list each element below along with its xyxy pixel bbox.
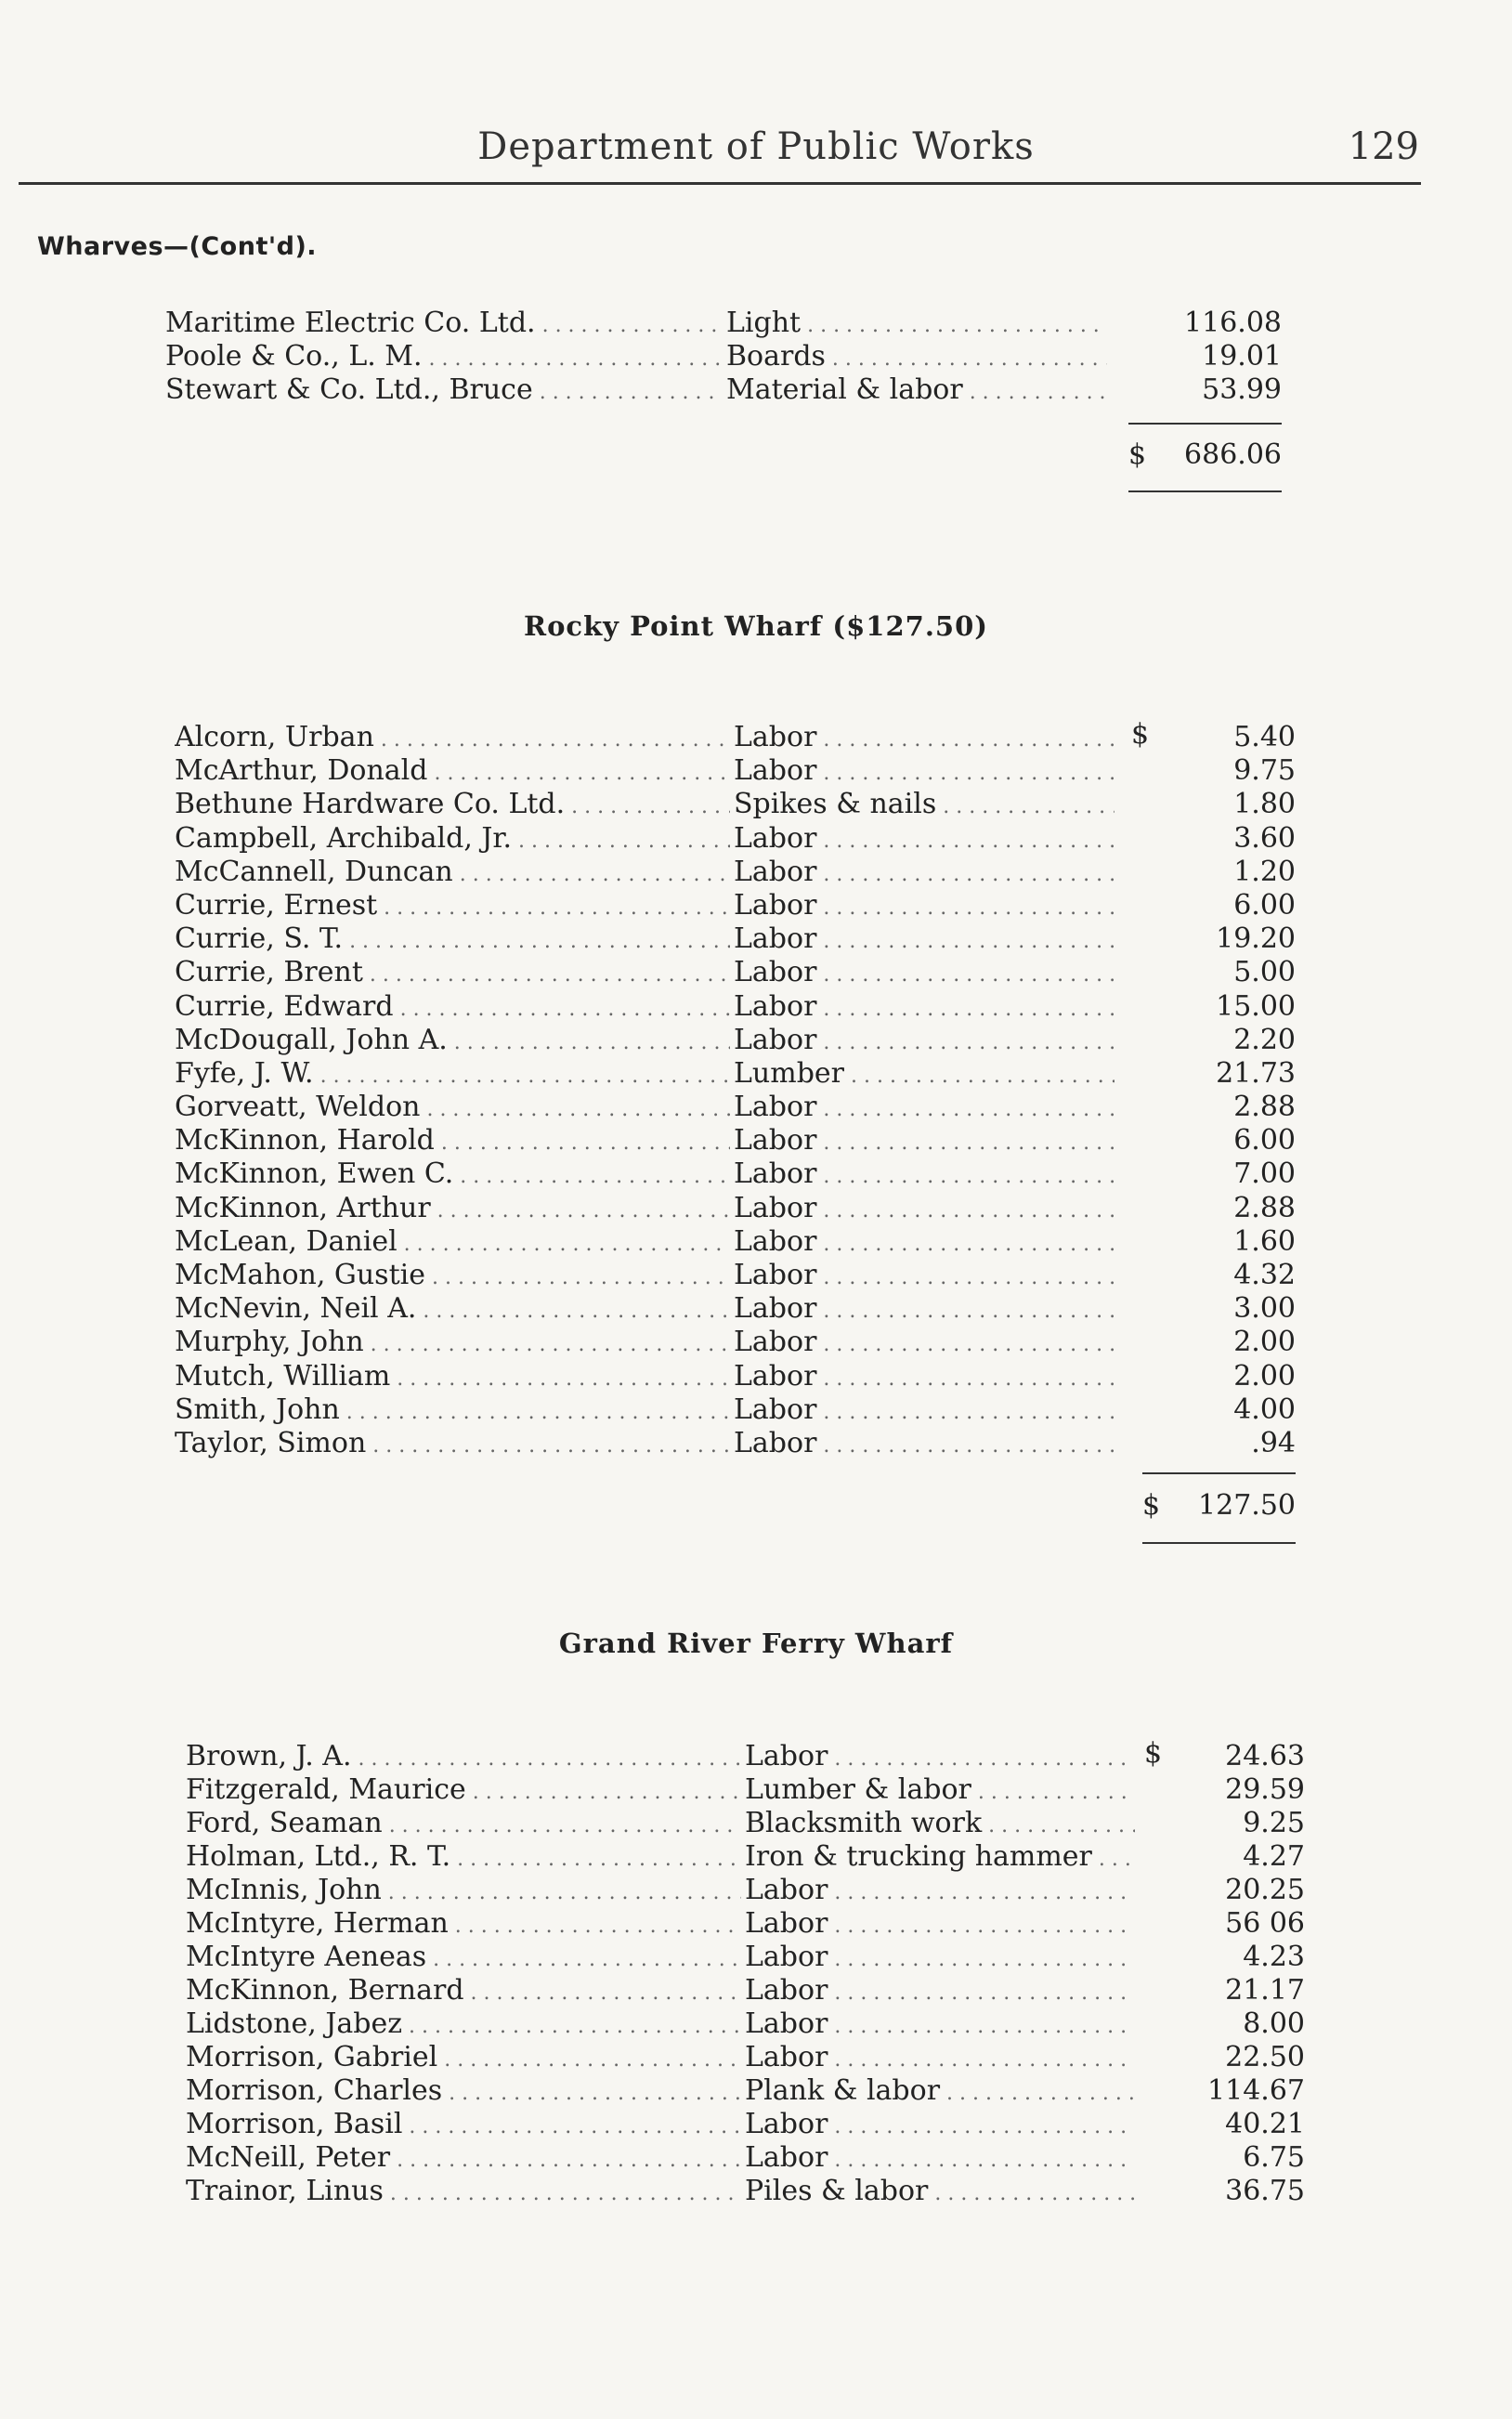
entry-description: Labor . . . — [734, 990, 1114, 1023]
table-row — [0, 1024, 1512, 1057]
entry-amount: 2.20 — [1233, 1023, 1296, 1056]
entry-name: Bethune Hardware Co. Ltd. . . . — [175, 788, 730, 820]
entry-description: Labor . . . — [734, 822, 1114, 855]
table-row — [0, 1360, 1512, 1393]
entry-description: Labor . . . — [734, 1192, 1114, 1224]
entry-amount: 8.00 — [1243, 2007, 1305, 2040]
entry-description: Spikes & nails . . . — [734, 788, 1114, 820]
entry-amount: 7.00 — [1233, 1157, 1296, 1191]
subtotal-rule — [1128, 423, 1282, 425]
entry-name: Brown, J. A. . . . — [186, 1740, 741, 1772]
table-row — [0, 1225, 1512, 1259]
table-row — [0, 1807, 1512, 1840]
entry-description: Labor . . . — [734, 1292, 1114, 1325]
header-rule — [19, 182, 1421, 185]
entry-description: Labor . . . — [734, 1360, 1114, 1393]
entry-amount: 1.20 — [1233, 855, 1296, 888]
entry-name: Currie, S. T. . . . — [175, 922, 730, 955]
table-row — [0, 990, 1512, 1024]
rocky-point-dollar-sign: $ — [1131, 718, 1150, 751]
entry-name: McDougall, John A. . . . — [175, 1024, 730, 1056]
grand-river-dollar-sign: $ — [1144, 1737, 1163, 1770]
table-row — [0, 754, 1512, 788]
entry-amount: 40.21 — [1225, 2108, 1305, 2140]
entry-description: Labor . . . — [734, 1326, 1114, 1358]
entry-name: McKinnon, Harold . . . — [175, 1124, 730, 1157]
entry-name: Mutch, William . . . — [175, 1360, 730, 1393]
table-row — [0, 2074, 1512, 2108]
table-row — [0, 1840, 1512, 1874]
entry-name: Stewart & Co. Ltd., Bruce . . . — [165, 373, 723, 406]
entry-amount: 2.88 — [1233, 1091, 1296, 1124]
entry-description: Labor . . . — [745, 1907, 1135, 1940]
table-row — [0, 1427, 1512, 1460]
entry-name: Taylor, Simon . . . — [175, 1427, 730, 1459]
entry-amount: 6.00 — [1233, 1124, 1296, 1157]
entry-name: Maritime Electric Co. Ltd. . . . — [165, 307, 723, 339]
table-row — [0, 1157, 1512, 1191]
entry-name: Trainor, Linus . . . — [186, 2175, 741, 2207]
entry-amount: 20.25 — [1225, 1874, 1305, 1906]
entry-amount: 4.32 — [1233, 1259, 1296, 1291]
table-row — [0, 1974, 1512, 2007]
entry-amount: 4.23 — [1243, 1941, 1305, 1973]
entry-amount: 3.60 — [1233, 821, 1296, 855]
entry-name: Gorveatt, Weldon . . . — [175, 1091, 730, 1123]
entry-description: Labor . . . — [734, 956, 1114, 988]
entry-name: McInnis, John . . . — [186, 1874, 741, 1906]
table-row — [0, 2108, 1512, 2141]
entry-description: Labor . . . — [734, 922, 1114, 955]
entry-name: McKinnon, Bernard . . . — [186, 1974, 741, 2007]
entry-name: Morrison, Gabriel . . . — [186, 2041, 741, 2073]
table-row — [0, 1292, 1512, 1326]
entry-amount: 114.67 — [1207, 2074, 1305, 2107]
table-row — [0, 1091, 1512, 1124]
rocky-total-dollar-sign: $ — [1142, 1489, 1161, 1522]
table-row — [0, 373, 1512, 407]
table-row — [0, 2007, 1512, 2041]
total-rule — [1128, 490, 1282, 492]
entry-amount: 2.00 — [1233, 1326, 1296, 1359]
table-row — [0, 1057, 1512, 1091]
entry-name: Campbell, Archibald, Jr. . . . — [175, 822, 730, 855]
entry-amount: 3.00 — [1233, 1292, 1296, 1326]
entry-description: Labor . . . — [734, 1225, 1114, 1258]
table-row — [0, 1740, 1512, 1773]
entry-amount: 5.40 — [1233, 721, 1296, 753]
entry-description: Labor . . . — [745, 1974, 1135, 2007]
grand-river-entries — [0, 1740, 1512, 2208]
entry-description: Labor . . . — [745, 2108, 1135, 2140]
page-header — [0, 125, 1512, 172]
table-row — [0, 956, 1512, 989]
entry-name: Currie, Edward . . . — [175, 990, 730, 1023]
entry-amount: 9.75 — [1233, 754, 1296, 788]
table-row — [0, 340, 1512, 373]
entry-amount: 21.73 — [1216, 1056, 1296, 1090]
entry-description: Labor . . . — [734, 856, 1114, 888]
entry-description: Labor . . . — [745, 1874, 1135, 1906]
entry-name: McNevin, Neil A. . . . — [175, 1292, 730, 1325]
entry-amount: 116.08 — [1184, 307, 1282, 339]
entry-name: Currie, Ernest . . . — [175, 889, 730, 922]
entry-description: Labor . . . — [734, 1024, 1114, 1056]
entry-name: Fyfe, J. W. . . . — [175, 1057, 730, 1090]
entry-description: Labor . . . — [734, 1091, 1114, 1123]
section-heading-grand-river: Grand River Ferry Wharf — [558, 1628, 954, 1659]
entry-amount: 1.60 — [1233, 1224, 1296, 1258]
entry-name: Holman, Ltd., R. T. . . . — [186, 1840, 741, 1873]
table-row — [0, 1259, 1512, 1292]
table-row — [0, 1393, 1512, 1427]
entry-amount: 19.20 — [1216, 922, 1296, 956]
rocky-point-entries — [0, 721, 1512, 1460]
table-row — [0, 1124, 1512, 1157]
wharves-total: 686.06 — [1184, 438, 1282, 471]
entry-amount: 5.00 — [1233, 956, 1296, 989]
entry-name: Lidstone, Jabez . . . — [186, 2007, 741, 2040]
table-row — [0, 721, 1512, 754]
table-row — [0, 2175, 1512, 2208]
entry-name: Currie, Brent . . . — [175, 956, 730, 988]
table-row — [0, 1773, 1512, 1807]
entry-description: Labor . . . — [734, 1259, 1114, 1291]
entry-amount: 15.00 — [1216, 989, 1296, 1023]
entry-name: Alcorn, Urban . . . — [175, 721, 730, 753]
wharves-entries — [0, 307, 1512, 407]
entry-description: Labor . . . — [734, 889, 1114, 922]
entry-description: Lumber & labor . . . — [745, 1773, 1135, 1806]
entry-amount: 2.00 — [1233, 1359, 1296, 1393]
entry-description: Lumber . . . — [734, 1057, 1114, 1090]
table-row — [0, 2141, 1512, 2175]
page-title: Department of Public Works — [477, 125, 1035, 168]
entry-name: McNeill, Peter . . . — [186, 2141, 741, 2174]
entry-amount: 4.27 — [1243, 1840, 1305, 1873]
table-row — [0, 1326, 1512, 1359]
entry-description: Labor . . . — [734, 754, 1114, 787]
entry-name: McKinnon, Arthur . . . — [175, 1192, 730, 1224]
table-row — [0, 2041, 1512, 2074]
entry-amount: 19.01 — [1202, 340, 1282, 373]
entry-description: Labor . . . — [734, 1427, 1114, 1459]
entry-name: McCannell, Duncan . . . — [175, 856, 730, 888]
entry-description: Piles & labor . . . — [745, 2175, 1135, 2207]
entry-description: Labor . . . — [734, 721, 1114, 753]
entry-amount: 22.50 — [1225, 2041, 1305, 2073]
table-row — [0, 788, 1512, 821]
entry-name: Murphy, John . . . — [175, 1326, 730, 1358]
entry-name: McIntyre, Herman . . . — [186, 1907, 741, 1940]
entry-description: Plank & labor . . . — [745, 2074, 1135, 2107]
entry-name: Morrison, Basil . . . — [186, 2108, 741, 2140]
entry-description: Labor . . . — [734, 1157, 1114, 1190]
entry-description: Labor . . . — [745, 2041, 1135, 2073]
entry-amount: 21.17 — [1225, 1974, 1305, 2007]
entry-amount: 56 06 — [1225, 1907, 1305, 1940]
entry-name: Poole & Co., L. M. . . . — [165, 340, 723, 373]
entry-amount: 6.00 — [1233, 888, 1296, 922]
entry-description: Labor . . . — [734, 1124, 1114, 1157]
table-row — [0, 1874, 1512, 1907]
entry-name: McIntyre Aeneas . . . — [186, 1941, 741, 1973]
entry-amount: 29.59 — [1225, 1773, 1305, 1806]
entry-amount: 36.75 — [1225, 2175, 1305, 2207]
entry-amount: 1.80 — [1233, 788, 1296, 821]
entry-amount: 6.75 — [1243, 2141, 1305, 2174]
entry-description: Light . . . — [726, 307, 1107, 339]
entry-amount: 2.88 — [1233, 1191, 1296, 1224]
entry-amount: 9.25 — [1243, 1807, 1305, 1839]
rocky-total-rule — [1142, 1542, 1296, 1544]
rocky-point-total: 127.50 — [1198, 1489, 1296, 1522]
entry-description: Labor . . . — [734, 1393, 1114, 1426]
table-row — [0, 1941, 1512, 1974]
entry-description: Blacksmith work . . . — [745, 1807, 1135, 1839]
entry-amount: .94 — [1251, 1426, 1296, 1459]
entry-name: McArthur, Donald . . . — [175, 754, 730, 787]
entry-description: Labor . . . — [745, 2007, 1135, 2040]
entry-name: Smith, John . . . — [175, 1393, 730, 1426]
page-number: 129 — [1348, 125, 1419, 168]
entry-description: Labor . . . — [745, 1941, 1135, 1973]
section-heading-rocky-point: Rocky Point Wharf ($127.50) — [523, 610, 988, 642]
entry-description: Material & labor . . . — [726, 373, 1107, 406]
entry-description: Labor . . . — [745, 2141, 1135, 2174]
entry-name: McKinnon, Ewen C. . . . — [175, 1157, 730, 1190]
table-row — [0, 822, 1512, 856]
table-row — [0, 307, 1512, 340]
entry-name: Morrison, Charles . . . — [186, 2074, 741, 2107]
entry-description: Iron & trucking hammer . . . — [745, 1840, 1135, 1873]
entry-name: McLean, Daniel . . . — [175, 1225, 730, 1258]
entry-name: McMahon, Gustie . . . — [175, 1259, 730, 1291]
entry-description: Boards . . . — [726, 340, 1107, 373]
section-heading-wharves: Wharves—(Cont'd). — [37, 232, 318, 261]
table-row — [0, 856, 1512, 889]
table-row — [0, 889, 1512, 922]
table-row — [0, 1192, 1512, 1225]
entry-amount: 53.99 — [1202, 373, 1282, 406]
entry-description: Labor . . . — [745, 1740, 1135, 1772]
table-row — [0, 1907, 1512, 1941]
entry-name: Ford, Seaman . . . — [186, 1807, 741, 1839]
entry-amount: 4.00 — [1233, 1393, 1296, 1426]
entry-amount: 24.63 — [1225, 1740, 1305, 1772]
total-dollar-sign: $ — [1128, 438, 1147, 471]
entry-name: Fitzgerald, Maurice . . . — [186, 1773, 741, 1806]
rocky-subtotal-rule — [1142, 1472, 1296, 1474]
table-row — [0, 922, 1512, 956]
